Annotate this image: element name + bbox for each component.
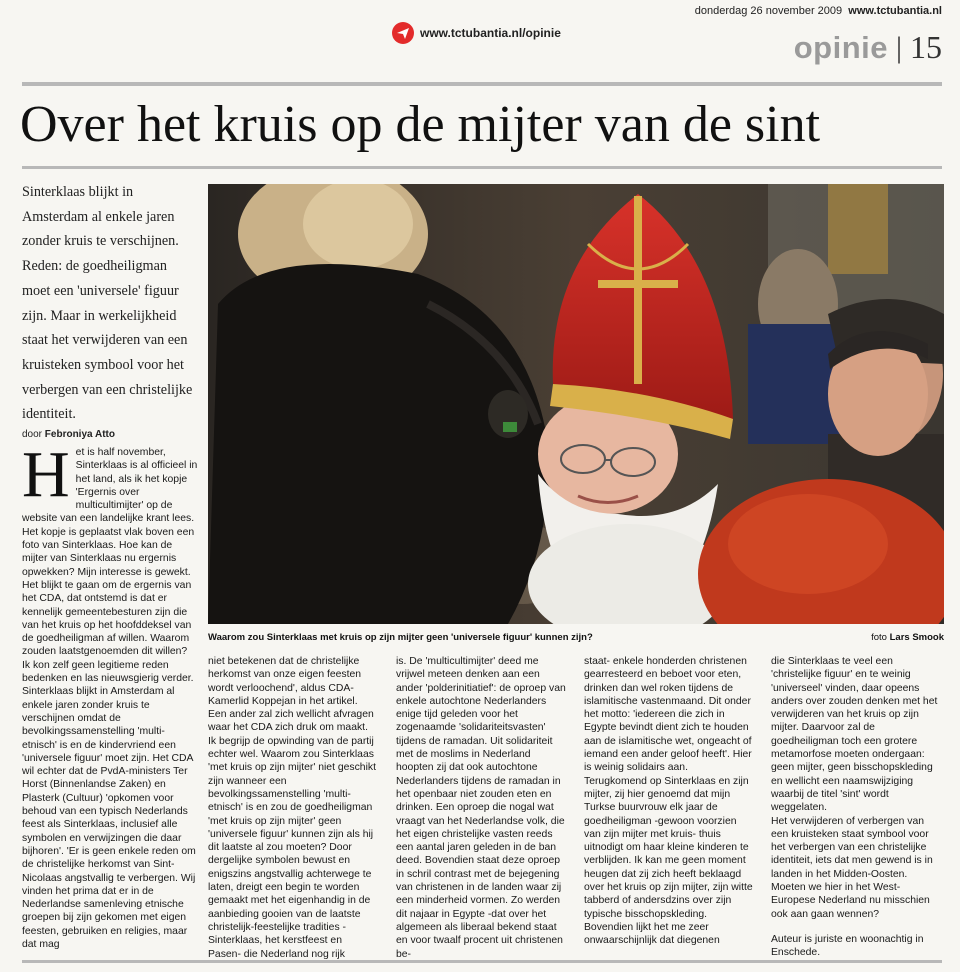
body-column-3 [396, 655, 568, 961]
body-paragraph: die Sinterklaas te veel een 'christelijke figuur' en te weinig 'universeel' vinden, daar opeens anders over zouden denken met het verwijderen van het kruis op zijn mijter. Daarvoor zal de goedheiligman toch een grotere metamorfose moeten ondergaan: geen mijter, geen bisschopskleding en wellicht een naamswijziging waarbij de titel 'sint' wordt weggelaten. [771, 656, 938, 814]
photo-credit [871, 632, 944, 643]
plane-logo-icon [392, 22, 414, 44]
dateline [695, 5, 942, 17]
site-url-link[interactable] [392, 22, 561, 44]
lead-paragraph: Sinterklaas blijkt in Amsterdam al enkele jaren zonder kruis te verschijnen. Reden: de goedheiligman moet een 'universele' figuur zijn. Maar in werkelijkheid staat het verwijderen van een kruisteken symbool voor het verbergen van een christelijke identiteit. [22, 184, 193, 423]
section-name: opinie [793, 30, 888, 65]
body-paragraph: niet betekenen dat de christelijke herkomst van onze eigen feesten wordt verloochend', aldus CDA-Kamerlid Koppejan in het artikel. Een ander zal zich wellicht afvragen waar het CDA zich druk om maakt. Ik begrijp de opwinding van de partij echter wel. Waarom zou Sinterklaas 'met kruis op zijn mijter' niet geschikt zijn wanneer een bevolkingssamenstelling 'multi-etnisch' is en zou de goedheiligman 'met kruis op zijn mijter' geen 'universele figuur' kunnen zijn als hij dit laatste al zou moeten? Door dergelijke symbolen bewust en enigszins angstvallig achterwege te laten, dreigt een begin te worden gemaakt met het eigenhandig in de aanbieding gooien van de laatste christelijk-feestelijke tradities -Sinterklaas, het kerstfeest en Pasen- die Nederland nog rijk [208, 656, 376, 960]
body-paragraph: et is half november, Sinterklaas is al officieel in het land, als ik het kopje 'Ergernis over multicultimijter' op de website van een landelijke krant lees. Het kopje is geplaatst vlak boven een foto van Sinterklaas. Hoe kan de mijter van Sinterklaas nu ergernis opwekken? Mijn interesse is gewekt. [22, 447, 198, 578]
author-note: Auteur is juriste en woonachtig in Enschede. [771, 933, 924, 959]
page-number: 15 [910, 29, 942, 65]
sinterklaas-photo-illustration [208, 184, 944, 624]
body-column-5 [771, 655, 943, 960]
photographer-name: Lars Smook [889, 632, 944, 643]
body-column-2 [208, 655, 376, 961]
issue-date: donderdag 26 november 2009 [694, 5, 843, 17]
byline-prefix: door [22, 429, 43, 440]
section-header [794, 26, 942, 66]
headline-rule [22, 166, 942, 169]
body-paragraph: Het verwijderen of verbergen van een kruisteken staat symbool voor het verbergen van een christelijke identiteit, iets dat men gewend is in landen in het Midden-Oosten. Moeten we hier in het West-Europese Nederland nu misschien ook aan gaan wennen? [771, 815, 933, 920]
top-rule [22, 82, 942, 86]
credit-prefix: foto [871, 632, 887, 643]
article-photo [208, 184, 944, 624]
photo-caption: Waarom zou Sinterklaas met kruis op zijn mijter geen 'universele figuur' kunnen zijn? [208, 632, 593, 643]
site-name: www.tctubantia.nl [848, 5, 942, 17]
body-paragraph: Terugkomend op Sinterklaas en zijn mijter, zij hier genoemd dat mijn Turkse buurvrouw elk jaar de goedheiligman -gewoon voorzien van zijn mijter met kruis- thuis uitnodigt om haar kleine kinderen te verblijden. Ik kan me geen moment heugen dat zij zich heeft beklaagd over het kruis op zijn mijter, zijn witte tabberd of andersdzins over zijn typische bisschopskleding. Bovendien lijkt het me zeer onwaarschijnlijk dat diegenen [584, 775, 753, 947]
body-paragraph: is. De 'multicultimijter' deed me vrijwel meteen denken aan een ander 'polderinitiatief': de oproep van enkele autochtone Nederlanders enige tijd geleden voor het zogenaamde 'solidariteitsvasten' tijdens de ramadan. Uit solidariteit met de moslims in Nederland hoopten zij dat ook autochtone Nederlanders tijdens de ramadan in het openbaar niet zouden eten en drinken. Een oproep die nogal wat vraagt van het Nederlandse volk, die het eigen christelijke vasten reeds een aantal jaren geleden in de ban deed. Bovendien staat deze oproep in schril contrast met de bejegening van christenen in de landen waar zij een minderheid vormen. Zo werden dit najaar in Egypte -dat over het algemeen als liberaal bekend staat en voor twaalf procent uit christenen be- [396, 656, 566, 960]
headline: Over het kruis op de mijter van de sint [20, 96, 821, 153]
section-separator: | [895, 31, 902, 64]
body-paragraph: Het blijkt te gaan om de ergernis van het CDA, dat ontstemd is dat er kennelijk gemeentebesturen zijn die van het kruis op het hoofddeksel van de goedheiligman af willen. Waarom zouden laatstgenoemden dit willen? Ik kon zelf geen legitieme reden bedenken en las nieuwsgierig verder. Sinterklaas blijkt in Amsterdam al enkele jaren zonder kruis te verschijnen omdat de bevolkingssamenstelling 'multi-etnisch' is en de kindervriend een 'universele figuur' moet zijn. Het CDA wil echter dat de PvdA-ministers Ter Horst (Binnenlandse Zaken) en Plasterk (Cultuur) 'opkomen voor behoud van een typisch Nederlands feest als Sinterklaas, inclusief alle symbolen en verwijzingen die daar bijhoren'. 'Er is geen enkele reden om de christelijke herkomst van Sint-Nicolaas angstvallig te verbergen. Wij vinden het prima dat er in de Nederlandse samenleving etnische groepen bij zijn gekomen met eigen feesten, gebruiken en religies, maar dat mag [22, 579, 196, 950]
body-column-1 [22, 438, 198, 951]
body-paragraph: staat- enkele honderden christenen gearresteerd en beboet voor eten, drinken dan wel roken tijdens de islamitische vastenmaand. Dit onder het motto: 'iedereen die zich in Egypte bevindt dient zich te houden aan de islamitische wet, ongeacht of iemand een ander geloof heeft'. Hier is weinig solidairs aan. [584, 656, 752, 774]
drop-cap: H [22, 438, 70, 511]
author-name: Febroniya Atto [44, 429, 115, 440]
url-text: www.tctubantia.nl/opinie [420, 26, 561, 40]
body-column-4 [584, 655, 756, 948]
bottom-rule [22, 960, 942, 963]
